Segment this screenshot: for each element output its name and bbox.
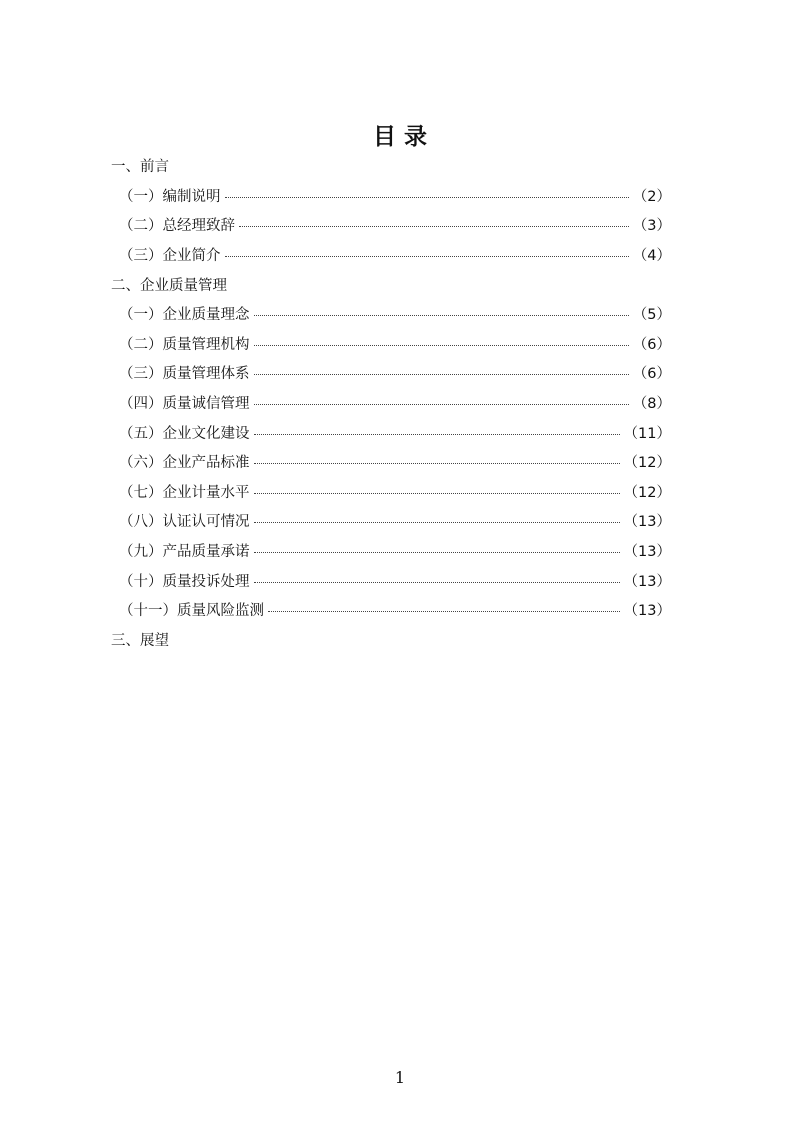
- toc-label: （七）企业计量水平: [119, 484, 250, 501]
- dot-leader: [254, 404, 629, 405]
- toc-section: [111, 269, 671, 299]
- toc-page-ref: （13）: [623, 603, 671, 620]
- toc-label: （二）总经理致辞: [119, 218, 235, 235]
- toc-label: （四）质量诚信管理: [119, 396, 250, 413]
- toc-entry: [111, 388, 671, 418]
- toc-label: （八）认证认可情况: [119, 514, 250, 531]
- toc-section: [111, 625, 671, 655]
- toc-entry: [111, 417, 671, 447]
- toc-label: 一、前言: [111, 159, 169, 176]
- toc-page-ref: （5）: [632, 307, 671, 324]
- dot-leader: [254, 493, 620, 494]
- toc-label: （二）质量管理机构: [119, 336, 250, 353]
- toc-label: （三）质量管理体系: [119, 366, 250, 383]
- toc-entry: [111, 447, 671, 477]
- toc-label: （十一）质量风险监测: [119, 603, 264, 620]
- dot-leader: [254, 582, 620, 583]
- dot-leader: [225, 256, 629, 257]
- toc-label: （一）编制说明: [119, 188, 221, 205]
- toc-page-ref: （13）: [623, 573, 671, 590]
- toc-label: 二、企业质量管理: [111, 277, 227, 294]
- dot-leader: [225, 197, 629, 198]
- toc-entry: [111, 240, 671, 270]
- dot-leader: [254, 345, 629, 346]
- dot-leader: [254, 315, 629, 316]
- toc-label: （十）质量投诉处理: [119, 573, 250, 590]
- toc-page-ref: （11）: [623, 425, 671, 442]
- dot-leader: [254, 552, 620, 553]
- page-title: 目 录: [372, 124, 427, 150]
- page-number: 1: [394, 1068, 406, 1087]
- toc-label: （一）企业质量理念: [119, 307, 250, 324]
- toc-entry: [111, 536, 671, 566]
- dot-leader: [254, 374, 629, 375]
- toc-label: （五）企业文化建设: [119, 425, 250, 442]
- toc-entry: [111, 565, 671, 595]
- dot-leader: [268, 611, 620, 612]
- toc-label: 三、展望: [111, 632, 169, 649]
- toc-label: （九）产品质量承诺: [119, 544, 250, 561]
- toc-entry: [111, 358, 671, 388]
- toc-label: （三）企业简介: [119, 248, 221, 265]
- toc-page-ref: （6）: [632, 336, 671, 353]
- toc-page-ref: （4）: [632, 248, 671, 265]
- toc-entry: [111, 181, 671, 211]
- toc-entry: [111, 329, 671, 359]
- toc-page-ref: （8）: [632, 396, 671, 413]
- toc-page-ref: （12）: [623, 455, 671, 472]
- toc-page-ref: （13）: [623, 544, 671, 561]
- toc-entry: [111, 210, 671, 240]
- toc-page-ref: （2）: [632, 188, 671, 205]
- toc-page-ref: （13）: [623, 514, 671, 531]
- toc-entry: [111, 477, 671, 507]
- toc-label: （六）企业产品标准: [119, 455, 250, 472]
- toc-entry: [111, 595, 671, 625]
- dot-leader: [239, 226, 629, 227]
- dot-leader: [254, 522, 620, 523]
- toc-section: [111, 151, 671, 181]
- toc-entry: [111, 299, 671, 329]
- toc-page-ref: （3）: [632, 218, 671, 235]
- dot-leader: [254, 434, 620, 435]
- toc-page-ref: （12）: [623, 484, 671, 501]
- dot-leader: [254, 463, 620, 464]
- table-of-contents: [111, 151, 671, 654]
- toc-entry: [111, 506, 671, 536]
- toc-page-ref: （6）: [632, 366, 671, 383]
